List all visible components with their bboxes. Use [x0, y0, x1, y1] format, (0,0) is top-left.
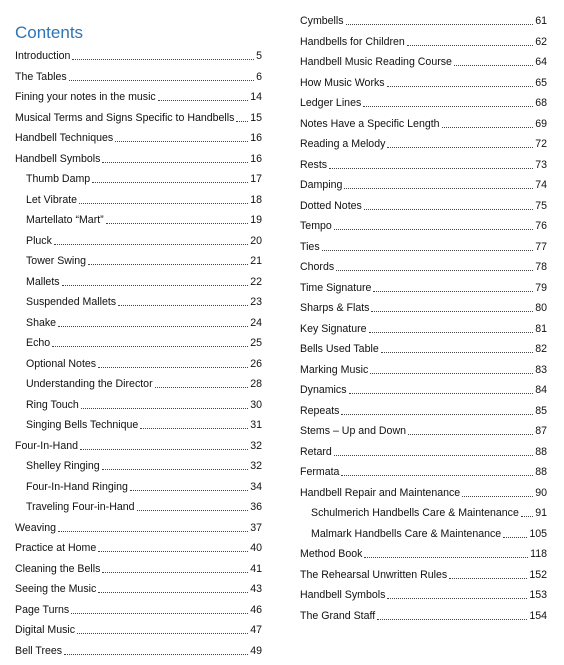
dot-leader [371, 311, 533, 312]
toc-entry-page: 15 [250, 111, 262, 124]
toc-entry-page: 6 [256, 70, 262, 83]
toc-entry-title: The Tables [15, 70, 67, 83]
dot-leader [454, 65, 533, 66]
toc-entry[interactable] [300, 526, 547, 541]
toc-entry-title: Suspended Mallets [26, 296, 117, 308]
toc-entry-title: Rests [300, 158, 328, 171]
dot-leader [407, 45, 533, 46]
toc-entry-page: 22 [250, 275, 262, 288]
toc-entry-page: 73 [535, 158, 547, 171]
toc-entry[interactable] [15, 253, 262, 268]
toc-entry-title: Cymbells [300, 15, 344, 27]
toc-entry-page: 5 [256, 50, 262, 62]
dot-leader [336, 270, 533, 271]
toc-entry-page: 24 [250, 316, 262, 329]
toc-entry[interactable] [15, 110, 262, 125]
toc-entry-title: Practice at Home [15, 542, 97, 554]
toc-entry-title: Bell Trees [15, 644, 63, 657]
toc-entry-page: 90 [535, 486, 547, 499]
toc-entry-page: 21 [250, 255, 262, 267]
toc-entry-title: Tempo [300, 220, 332, 232]
toc-entry-title: Introduction [15, 50, 71, 62]
dot-leader [92, 182, 248, 183]
toc-entry[interactable] [15, 417, 262, 432]
toc-entry[interactable] [300, 136, 547, 151]
toc-entry[interactable] [15, 69, 262, 84]
toc-entry[interactable] [300, 116, 547, 131]
toc-entry-title: Seeing the Music [15, 583, 97, 595]
toc-entry-page: 87 [535, 425, 547, 437]
toc-entry-page: 16 [250, 132, 262, 144]
dot-leader [387, 598, 527, 599]
toc-entry-title: Fining your notes in the music [15, 91, 156, 103]
toc-entry-page: 80 [535, 302, 547, 314]
toc-entry-title: Shake [26, 316, 57, 329]
toc-entry-title: Tower Swing [26, 255, 87, 267]
dot-leader [387, 86, 534, 87]
toc-entry-page: 68 [535, 97, 547, 109]
dot-leader [58, 531, 248, 532]
toc-entry[interactable] [300, 382, 547, 397]
toc-entry[interactable] [300, 567, 547, 582]
toc-entry-title: Schulmerich Handbells Care & Maintenance [311, 507, 519, 519]
toc-entry-page: 25 [250, 337, 262, 349]
toc-entry-page: 14 [250, 91, 262, 103]
toc-entry-page: 91 [535, 507, 547, 519]
toc-entry[interactable] [15, 315, 262, 330]
toc-entry[interactable] [15, 622, 262, 637]
toc-entry-page: 43 [250, 583, 262, 595]
toc-entry[interactable] [15, 520, 262, 535]
dot-leader [349, 393, 534, 394]
toc-entry-page: 32 [250, 460, 262, 472]
dot-leader [236, 121, 248, 122]
toc-heading: Contents [15, 23, 84, 42]
toc-entry-title: Handbell Repair and Maintenance [300, 486, 461, 499]
toc-entry-title: Echo [26, 337, 51, 349]
dot-leader [408, 434, 533, 435]
toc-entry[interactable] [300, 300, 547, 315]
dot-leader [449, 578, 527, 579]
toc-entry-title: Ledger Lines [300, 97, 362, 109]
dot-leader [346, 24, 534, 25]
toc-entry-title: Four-In-Hand [15, 439, 78, 452]
toc-entry-page: 30 [250, 398, 262, 411]
dot-leader [334, 229, 533, 230]
toc-entry-title: Let Vibrate [26, 193, 78, 206]
toc-entry-title: Shelley Ringing [26, 460, 100, 472]
toc-entry[interactable] [300, 239, 547, 254]
dot-leader [79, 203, 248, 204]
toc-entry-title: Handbell Techniques [15, 132, 114, 144]
toc-entry-page: 18 [250, 193, 262, 206]
dot-leader [377, 619, 527, 620]
toc-entry[interactable] [15, 335, 262, 350]
dot-leader [158, 100, 248, 101]
toc-entry[interactable] [300, 218, 547, 233]
toc-entry[interactable] [300, 95, 547, 110]
dot-leader [373, 291, 533, 292]
toc-entry-page: 62 [535, 35, 547, 48]
toc-entry-page: 154 [529, 609, 547, 622]
toc-entry-title: Fermata [300, 466, 340, 478]
dot-leader [54, 244, 248, 245]
toc-entry[interactable] [300, 54, 547, 69]
toc-entry[interactable] [15, 540, 262, 555]
toc-entry-title: Sharps & Flats [300, 302, 370, 314]
dot-leader [363, 106, 533, 107]
toc-entry[interactable] [15, 376, 262, 391]
toc-entry-page: 65 [535, 76, 547, 89]
toc-entry-title: Understanding the Director [26, 378, 153, 390]
toc-entry[interactable] [15, 151, 262, 166]
toc-entry-title: Repeats [300, 404, 340, 417]
toc-entry[interactable] [300, 403, 547, 418]
toc-entry-title: Pluck [26, 234, 52, 247]
toc-entry[interactable] [300, 608, 547, 623]
toc-entry-title: Notes Have a Specific Length [300, 117, 440, 130]
toc-entry-page: 46 [250, 603, 262, 616]
dot-leader [88, 264, 248, 265]
dot-leader [69, 80, 254, 81]
dot-leader [118, 305, 248, 306]
toc-entry[interactable] [15, 233, 262, 248]
toc-entry[interactable] [300, 423, 547, 438]
dot-leader [102, 572, 248, 573]
toc-entry-title: Page Turns [15, 603, 70, 616]
dot-leader [387, 147, 533, 148]
dot-leader [381, 352, 533, 353]
toc-entry-page: 28 [250, 378, 262, 390]
toc-entry-page: 153 [529, 589, 547, 601]
toc-entry-title: The Grand Staff [300, 609, 376, 622]
toc-entry-title: Retard [300, 445, 332, 458]
toc-entry[interactable] [300, 587, 547, 602]
toc-entry-title: Traveling Four-in-Hand [26, 501, 135, 513]
toc-entry[interactable] [15, 458, 262, 473]
dot-leader [341, 475, 533, 476]
toc-entry-title: Ring Touch [26, 398, 79, 411]
toc-entry-page: 47 [250, 624, 262, 636]
toc-entry-title: How Music Works [300, 76, 385, 89]
toc-entry[interactable] [300, 259, 547, 274]
dot-leader [370, 373, 533, 374]
toc-entry[interactable] [15, 130, 262, 145]
toc-entry-page: 72 [535, 138, 547, 150]
toc-entry-page: 19 [250, 214, 262, 226]
toc-entry[interactable] [300, 464, 547, 479]
toc-entry-page: 31 [250, 419, 262, 431]
dot-leader [80, 449, 248, 450]
toc-entry[interactable] [300, 34, 547, 49]
toc-entry-title: Time Signature [300, 281, 372, 294]
toc-entry-page: 105 [529, 527, 547, 540]
dot-leader [364, 209, 533, 210]
toc-entry-title: Martellato “Mart” [26, 214, 104, 226]
toc-entry-page: 88 [535, 445, 547, 458]
toc-entry-page: 84 [535, 384, 547, 396]
toc-entry[interactable] [300, 444, 547, 459]
toc-entry[interactable] [300, 75, 547, 90]
toc-entry[interactable] [15, 212, 262, 227]
toc-entry[interactable] [300, 13, 547, 28]
dot-leader [140, 428, 248, 429]
toc-entry[interactable] [15, 356, 262, 371]
toc-entry-title: Mallets [26, 275, 60, 288]
dot-leader [322, 250, 534, 251]
toc-entry[interactable] [15, 48, 262, 63]
toc-entry-page: 76 [535, 220, 547, 232]
toc-entry-page: 78 [535, 261, 547, 273]
toc-entry[interactable] [300, 198, 547, 213]
toc-entry-page: 81 [535, 322, 547, 335]
toc-entry[interactable] [15, 397, 262, 412]
toc-entry-page: 64 [535, 56, 547, 68]
dot-leader [521, 516, 533, 517]
toc-entry-page: 23 [250, 296, 262, 308]
toc-entry[interactable] [300, 280, 547, 295]
dot-leader [72, 59, 254, 60]
toc-entry-page: 83 [535, 363, 547, 376]
toc-entry-title: Dotted Notes [300, 199, 362, 212]
toc-entry-title: Damping [300, 179, 343, 191]
toc-entry-title: Malmark Handbells Care & Maintenance [311, 527, 502, 540]
toc-entry-page: 79 [535, 281, 547, 294]
dot-leader [102, 162, 248, 163]
toc-entry[interactable] [15, 171, 262, 186]
toc-entry-page: 40 [250, 542, 262, 554]
dot-leader [64, 654, 248, 655]
dot-leader [344, 188, 533, 189]
toc-entry-title: Key Signature [300, 322, 367, 335]
toc-entry-page: 36 [250, 501, 262, 513]
toc-entry[interactable] [15, 438, 262, 453]
toc-entry-title: Method Book [300, 548, 363, 560]
dot-leader [334, 455, 533, 456]
dot-leader [137, 510, 249, 511]
toc-entry-page: 77 [535, 240, 547, 253]
dot-leader [98, 551, 248, 552]
dot-leader [62, 285, 249, 286]
dot-leader [52, 346, 248, 347]
toc-entry[interactable] [15, 274, 262, 289]
toc-entry[interactable] [300, 321, 547, 336]
toc-entry[interactable] [300, 341, 547, 356]
toc-entry-page: 16 [250, 152, 262, 165]
dot-leader [462, 496, 533, 497]
toc-entry-title: Weaving [15, 521, 57, 534]
toc-entry-title: Dynamics [300, 384, 347, 396]
toc-entry-page: 118 [530, 548, 547, 560]
toc-entry[interactable] [15, 192, 262, 207]
toc-entry[interactable] [300, 177, 547, 192]
dot-leader [442, 127, 534, 128]
toc-entry[interactable] [300, 505, 547, 520]
toc-entry-page: 26 [250, 357, 262, 370]
toc-entry-title: Four-In-Hand Ringing [26, 480, 128, 493]
toc-entry-page: 88 [535, 466, 547, 478]
toc-entry[interactable] [300, 157, 547, 172]
dot-leader [155, 387, 249, 388]
toc-entry-title: Bells Used Table [300, 343, 379, 355]
toc-entry[interactable] [300, 362, 547, 377]
toc-entry-title: Reading a Melody [300, 138, 386, 150]
toc-entry[interactable] [15, 479, 262, 494]
toc-entry-title: Musical Terms and Signs Specific to Handbells [15, 111, 235, 124]
toc-entry[interactable] [15, 643, 262, 658]
dot-leader [98, 592, 248, 593]
dot-leader [58, 326, 248, 327]
dot-leader [503, 537, 527, 538]
toc-entry-page: 152 [529, 568, 547, 581]
dot-leader [71, 613, 248, 614]
dot-leader [81, 408, 248, 409]
toc-entry-page: 32 [250, 439, 262, 452]
toc-entry-page: 49 [250, 644, 262, 657]
toc-entry-page: 75 [535, 199, 547, 212]
toc-entry-page: 85 [535, 404, 547, 417]
toc-entry-page: 34 [250, 480, 262, 493]
dot-leader [102, 469, 249, 470]
toc-entry[interactable] [15, 581, 262, 596]
toc-entry-title: Optional Notes [26, 357, 97, 370]
toc-entry[interactable] [15, 294, 262, 309]
dot-leader [364, 557, 528, 558]
dot-leader [115, 141, 248, 142]
dot-leader [77, 633, 248, 634]
toc-entry-page: 37 [250, 521, 262, 534]
toc-entry-page: 74 [535, 179, 547, 191]
dot-leader [98, 367, 248, 368]
toc-entry[interactable] [15, 499, 262, 514]
toc-entry-page: 69 [535, 117, 547, 130]
toc-entry-title: The Rehearsal Unwritten Rules [300, 568, 448, 581]
dot-leader [341, 414, 533, 415]
toc-entry-title: Chords [300, 261, 335, 273]
toc-entry-title: Singing Bells Technique [26, 419, 139, 431]
dot-leader [106, 223, 249, 224]
toc-entry-page: 20 [250, 234, 262, 247]
toc-entry-page: 61 [535, 15, 547, 27]
toc-entry[interactable] [15, 561, 262, 576]
toc-entry-title: Handbell Music Reading Course [300, 56, 452, 68]
toc-entry-title: Stems – Up and Down [300, 425, 406, 437]
toc-entry-page: 17 [250, 173, 262, 185]
toc-entry-page: 82 [535, 343, 547, 355]
dot-leader [130, 490, 248, 491]
toc-entry-title: Thumb Damp [26, 173, 91, 185]
toc-entry[interactable] [300, 485, 547, 500]
toc-entry-title: Marking Music [300, 363, 369, 376]
toc-entry-title: Handbell Symbols [15, 152, 101, 165]
toc-entry-title: Cleaning the Bells [15, 562, 101, 575]
dot-leader [329, 168, 533, 169]
toc-entry-title: Handbells for Children [300, 35, 405, 48]
toc-entry-title: Digital Music [15, 624, 76, 636]
toc-entry[interactable] [300, 546, 547, 561]
toc-entry-page: 41 [250, 562, 262, 575]
dot-leader [369, 332, 534, 333]
toc-entry[interactable] [15, 602, 262, 617]
toc-entry-title: Ties [300, 240, 320, 253]
toc-entry-title: Handbell Symbols [300, 589, 386, 601]
toc-entry[interactable] [15, 89, 262, 104]
